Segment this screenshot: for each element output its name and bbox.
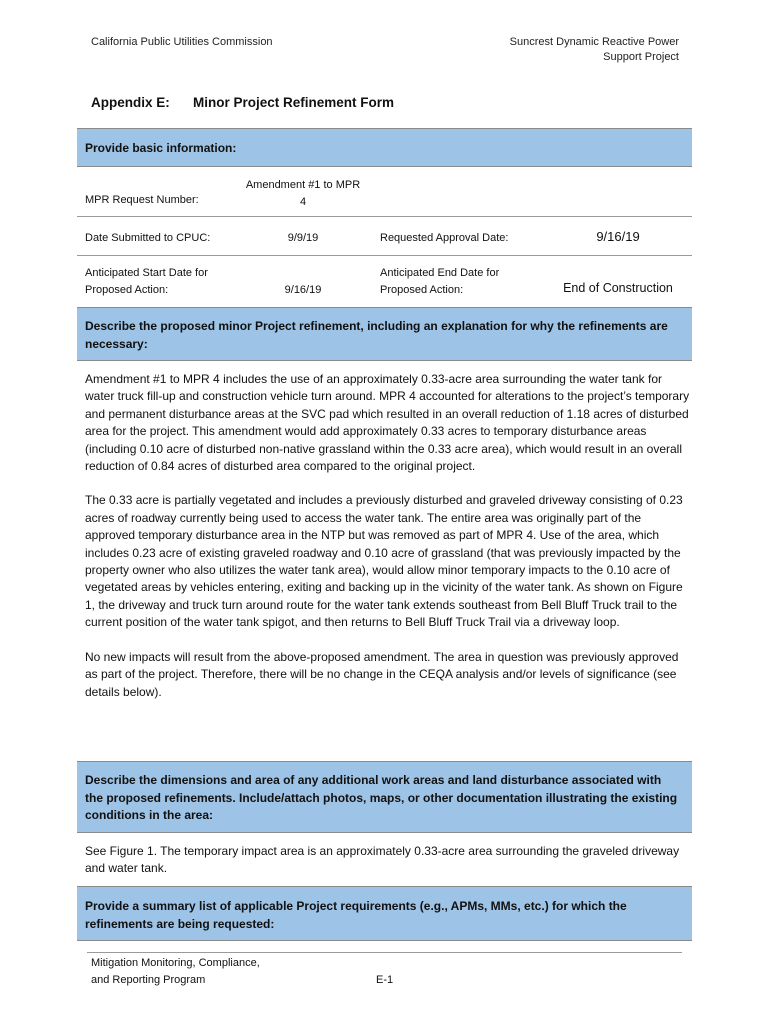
row-divider	[77, 216, 692, 217]
header-left: California Public Utilities Commission	[91, 36, 273, 48]
footer-left-line1: Mitigation Monitoring, Compliance,	[91, 957, 260, 969]
dimensions-paragraph: See Figure 1. The temporary impact area is an approximately 0.33-acre area surrounding the graveled driveway and water tank.	[85, 844, 680, 876]
footer-divider	[87, 952, 682, 953]
describe-paragraph-1: Amendment #1 to MPR 4 includes the use of an approximately 0.33-acre area surrounding the water tank for water truck fill-up and construction vehicle turn around. MPR 4 accounted for alterations to the project’s temporary and permanent disturbance areas at the SVC pad which resulted in an overall reduction of 1.18 acres of disturbed area for the project. This amendment would add approximately 0.33 acres to temporary disturbance areas (including 0.10 acre of disturbed non-native grassland within the 0.33 acre area), which would result in an overall reduction of 0.84 acres of disturbed area compared to the original project.	[85, 372, 690, 474]
describe-paragraph-2: The 0.33 acre is partially vegetated and includes a previously disturbed and graveled driveway consisting of 0.23 acres of roadway currently being used to access the water tank. The entire area was originally part of the approved temporary disturbance area in the NTP but was removed as part of MPR 4. Use of the area, which includes 0.23 acre of existing graveled roadway and 0.10 acre of grassland (that was previously impacted by the property owner who also utilizes the water tank area), would allow minor temporary impacts to the 0.10 acre of vegetated areas by vehicles entering, exiting and backing up in the vicinity of the water tank. As shown on Figure 1, the driveway and truck turn around route for the water tank extends southeast from Bell Bluff Truck trail to the current position of the water tank spigot, and then returns to Bell Bluff Truck Trail via a driveway loop.	[85, 493, 683, 630]
appendix-label: Appendix E:	[91, 95, 170, 110]
mpr-value-line1: Amendment #1 to MPR	[245, 179, 361, 191]
dimensions-band	[77, 761, 692, 833]
mpr-request-value	[230, 177, 376, 211]
date-submitted-label: Date Submitted to CPUC:	[85, 232, 211, 244]
mpr-request-label: MPR Request Number:	[85, 194, 199, 206]
start-label-line1: Anticipated Start Date for	[85, 267, 208, 279]
start-date-value: 9/16/19	[284, 284, 322, 296]
row-divider	[77, 255, 692, 256]
end-label-line2: Proposed Action:	[380, 284, 464, 296]
header-right	[510, 35, 679, 65]
mpr-value-line2: 4	[299, 196, 307, 208]
footer-left-line2: and Reporting Program	[91, 974, 206, 986]
describe-body	[85, 371, 691, 701]
basic-info-heading: Provide basic information:	[85, 141, 237, 155]
basic-info-band	[77, 128, 692, 167]
describe-paragraph-3: No new impacts will result from the above-proposed amendment. The area in question was previously approved as part of the project. Therefore, there will be no change in the CEQA analysis and/or levels of significance (see details below).	[85, 649, 679, 699]
page-number: E-1	[376, 974, 394, 986]
requirements-band	[77, 886, 692, 941]
header-right-line2: Support Project	[603, 51, 679, 63]
requested-approval-value: 9/16/19	[596, 229, 640, 244]
requested-approval-label: Requested Approval Date:	[380, 232, 509, 244]
describe-band	[77, 307, 692, 361]
end-label-line1: Anticipated End Date for	[380, 267, 500, 279]
requirements-heading: Provide a summary list of applicable Project requirements (e.g., APMs, MMs, etc.) for which the refinements are being requested:	[85, 899, 627, 931]
dimensions-body	[85, 843, 691, 878]
describe-heading: Describe the proposed minor Project refinement, including an explanation for why the refinements are necessary:	[85, 319, 668, 351]
date-submitted-value: 9/9/19	[287, 232, 319, 244]
end-date-label	[380, 265, 499, 299]
dimensions-heading: Describe the dimensions and area of any additional work areas and land disturbance associated with the proposed refinements. Include/attach photos, maps, or other documentation illustrating the existing conditions in the area:	[85, 773, 678, 822]
start-date-label	[85, 265, 208, 299]
end-date-value: End of Construction	[563, 281, 673, 295]
header-right-line1: Suncrest Dynamic Reactive Power	[509, 36, 679, 48]
form-title: Minor Project Refinement Form	[193, 95, 395, 110]
footer-left	[91, 955, 260, 989]
start-label-line2: Proposed Action:	[85, 284, 169, 296]
